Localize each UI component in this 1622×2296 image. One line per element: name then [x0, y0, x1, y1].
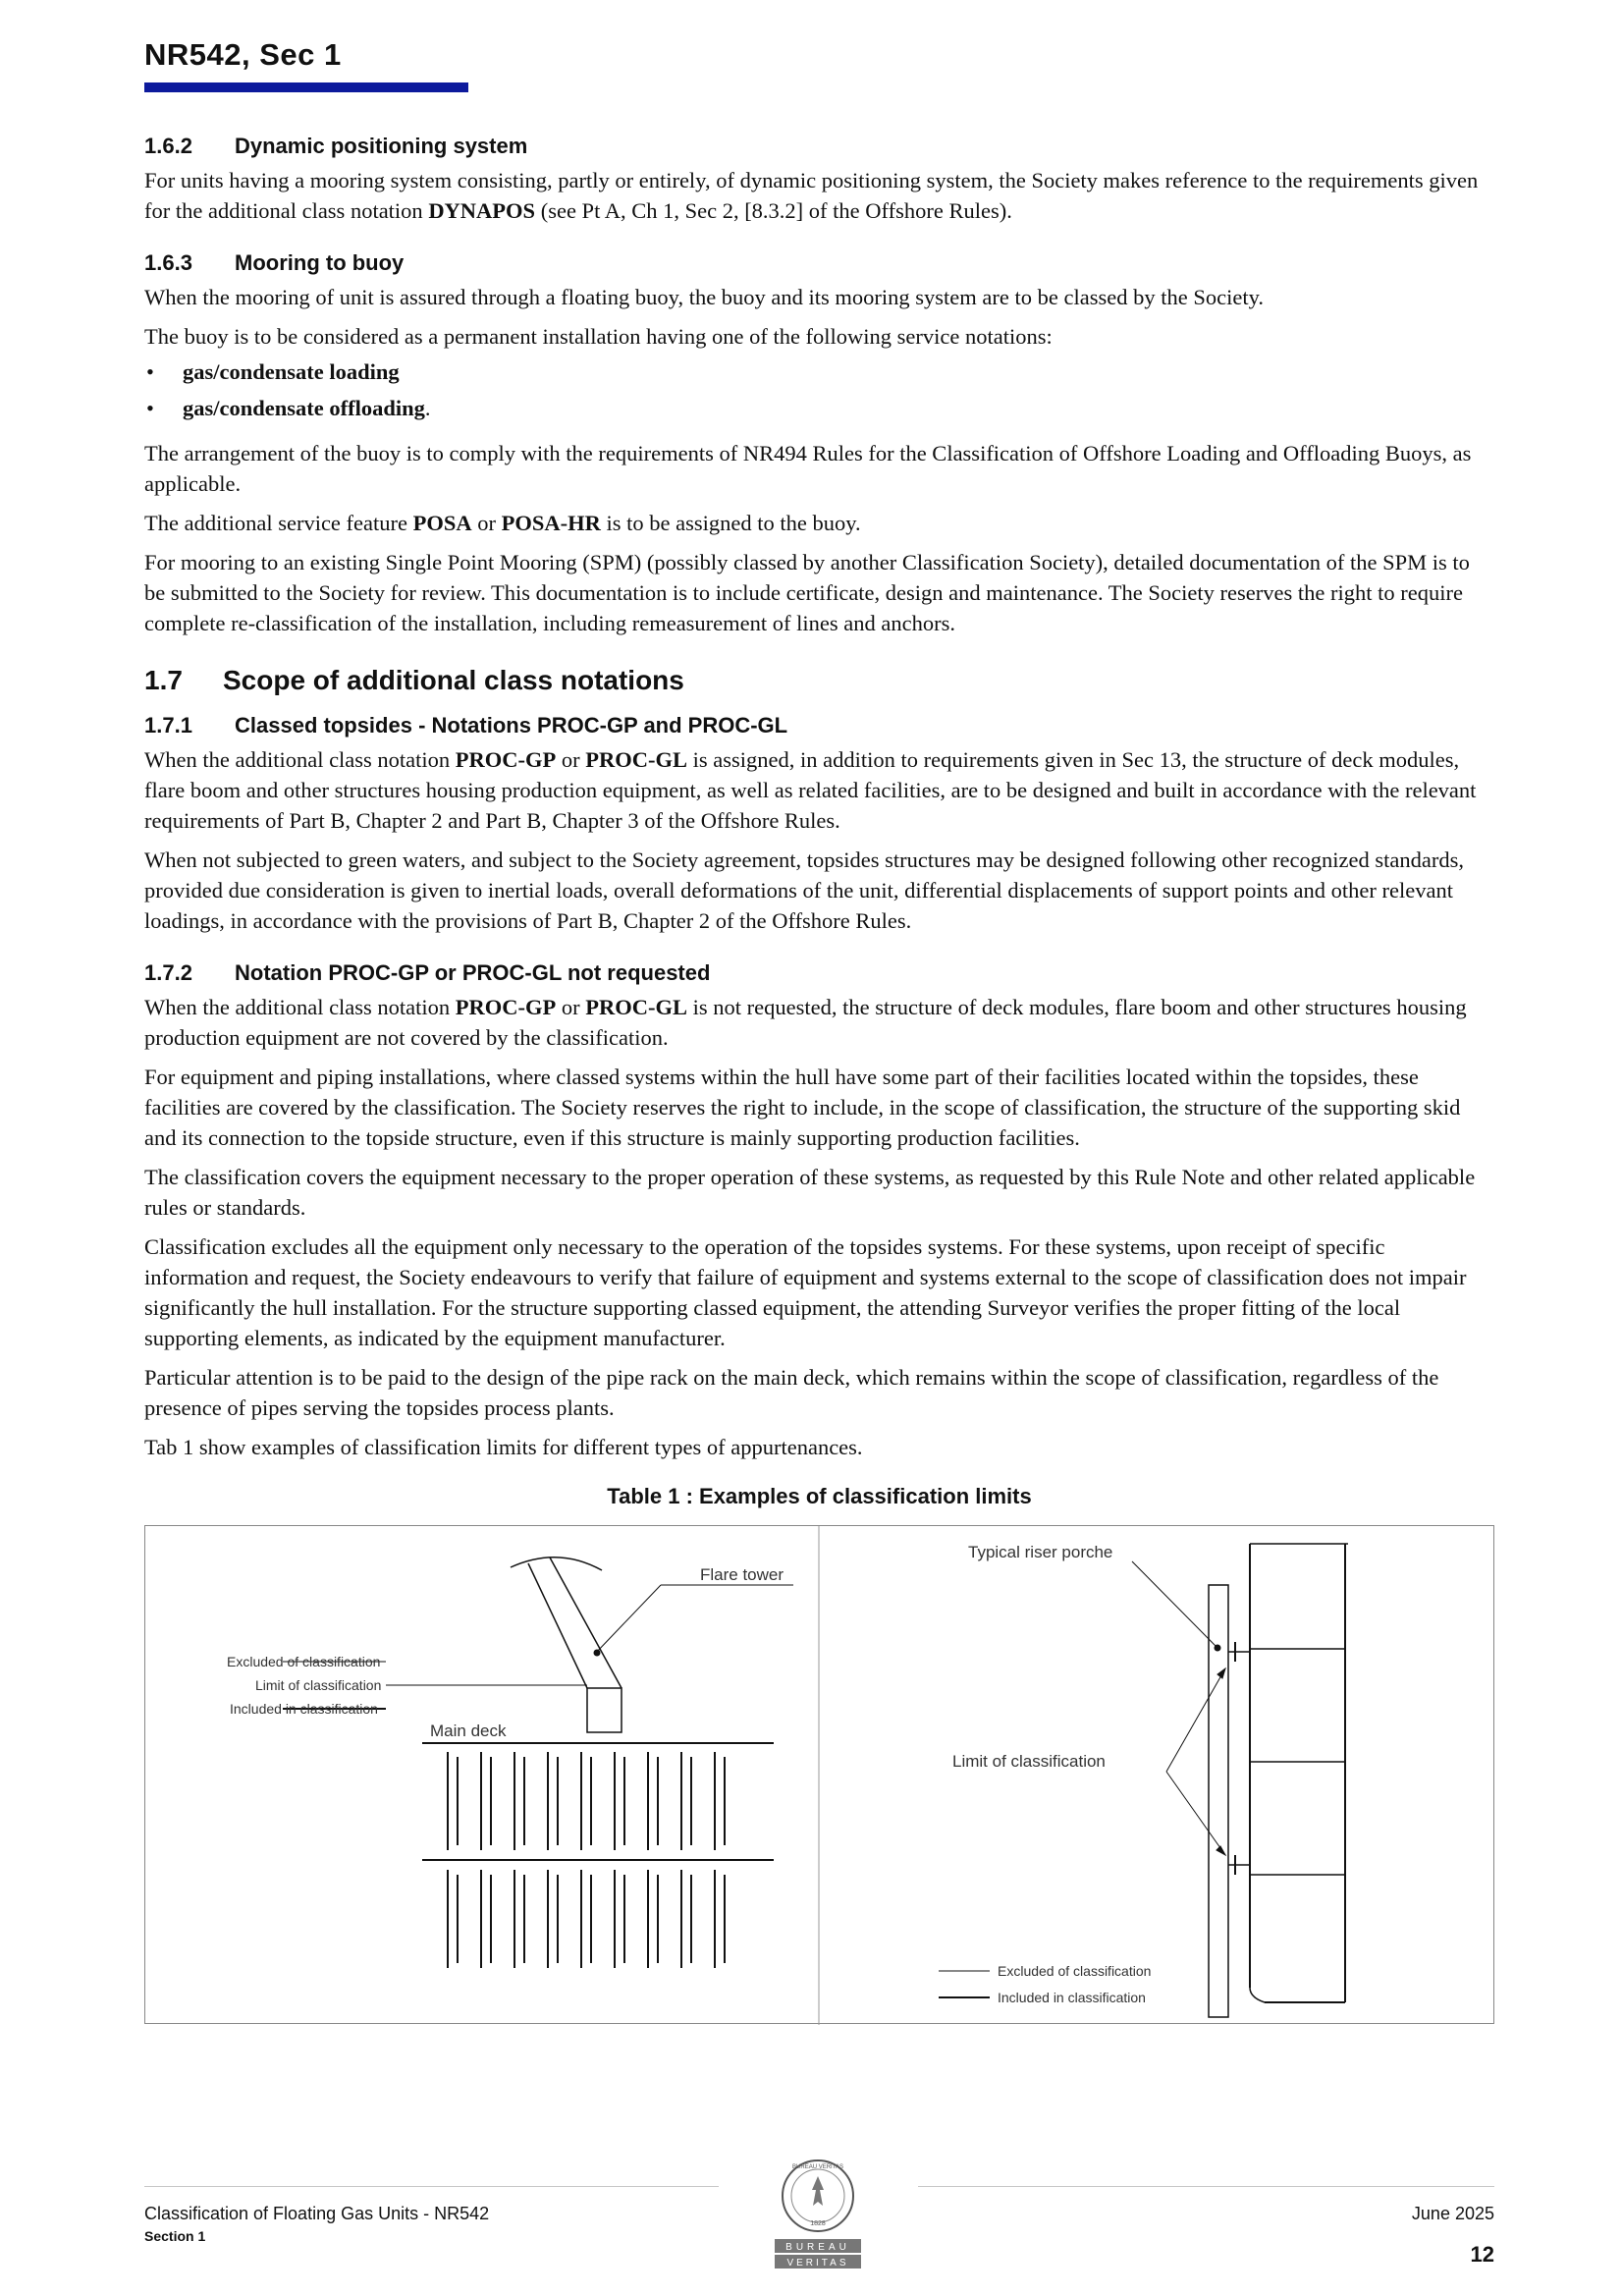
paragraph: When the mooring of unit is assured through a floating buoy, the buoy and its mooring system are to be classed by the Society.	[144, 285, 1264, 309]
heading-1-7-1	[144, 711, 1494, 740]
bureau-veritas-logo	[771, 2157, 865, 2272]
main-content	[144, 132, 1494, 2024]
footer-section-label: Section 1	[144, 2228, 206, 2244]
text: gas/condensate offloading	[183, 396, 425, 420]
text: or	[556, 747, 586, 772]
text: gas/condensate loading	[183, 359, 400, 384]
riser-leader-line	[1132, 1561, 1216, 1646]
paragraph: The arrangement of the buoy is to comply with the requirements of NR494 Rules for the Classification of Offshore Loading and Offloading Buoys, as applicable.	[144, 441, 1472, 496]
flare-tower-base	[587, 1688, 622, 1732]
notation-dynapos: DYNAPOS	[428, 198, 536, 223]
figure-drawing	[145, 1526, 1495, 2025]
heading-title: Scope of additional class notations	[223, 665, 684, 695]
label-flare-tower: Flare tower	[700, 1565, 784, 1584]
paragraph	[144, 992, 1494, 1053]
heading-title: Dynamic positioning system	[235, 134, 528, 158]
footer-date: June 2025	[1411, 2204, 1494, 2223]
table-caption: Table 1 : Examples of classification limits	[607, 1484, 1032, 1508]
heading-number: 1.7	[144, 665, 183, 695]
label-main-deck: Main deck	[430, 1722, 507, 1740]
text: The additional service feature	[144, 511, 413, 535]
classification-limits-figure	[144, 1525, 1494, 2024]
text: When the additional class notation	[144, 995, 456, 1019]
logo-word-2: VERITAS	[786, 2258, 849, 2269]
footer-document-title: Classification of Floating Gas Units - NR542	[144, 2204, 490, 2223]
text: or	[471, 511, 502, 535]
limit-leader-line	[1166, 1668, 1225, 1772]
paragraph: When not subjected to green waters, and subject to the Society agreement, topsides structures may be designed following other recognized standards, provided due consideration is given to inertial loads, overall deformations of the unit, differential displacements of support points and other relevant loadings, in accordance with the provisions of Part B, Chapter 2 of the Offshore Rules.	[144, 847, 1464, 933]
list-item	[144, 354, 1494, 390]
legend-included-label: Included in classification	[230, 1701, 378, 1717]
text: or	[556, 995, 586, 1019]
flare-leader-dot	[594, 1650, 600, 1656]
leader-arrowhead	[1216, 1846, 1225, 1855]
heading-number: 1.6.2	[144, 134, 192, 158]
notation-posa-hr: POSA-HR	[501, 511, 601, 535]
footer-rule-right	[918, 2186, 1494, 2187]
limit-leader-line	[1166, 1772, 1225, 1855]
notation-proc-gl: PROC-GL	[585, 747, 688, 772]
heading-number: 1.6.3	[144, 250, 192, 275]
paragraph: Tab 1 show examples of classification limits for different types of appurtenances.	[144, 1435, 863, 1459]
heading-1-7-2	[144, 958, 1494, 988]
heading-number: 1.7.1	[144, 713, 192, 738]
text: is assigned, in addition to requirements given in Sec 13, the structure of deck modules, flare boom and other structures housing production equipment, as well as related facilities, are to be designed and built in accordance with the relevant requirements of Part B, Chapter 2 and Part B, Chapter 3 of the Offshore Rules.	[144, 747, 1477, 833]
heading-title: Notation PROC-GP or PROC-GL not requested	[235, 960, 711, 985]
logo-seal-year: 1828	[810, 2220, 826, 2227]
document-section-title: NR542, Sec 1	[144, 37, 342, 72]
notation-proc-gp: PROC-GP	[455, 747, 557, 772]
pipe-rack-lower	[448, 1870, 725, 1968]
paragraph	[144, 508, 1494, 538]
bullet-list	[144, 354, 1494, 426]
notation-proc-gl: PROC-GL	[585, 995, 688, 1019]
paragraph: For equipment and piping installations, where classed systems within the hull have some part of their facilities located within the topsides, these facilities are covered by the classification. The Society reserves the right to include, in the scope of classification, the structure of the supporting skid and its connection to the topside structure, even if this structure is mainly supporting production facilities.	[144, 1065, 1461, 1150]
heading-1-7	[144, 664, 1494, 697]
notation-proc-gp: PROC-GP	[455, 995, 557, 1019]
text: .	[424, 396, 431, 420]
text: When the additional class notation	[144, 747, 456, 772]
heading-1-6-2	[144, 132, 1494, 161]
footer-rule-left	[144, 2186, 719, 2187]
list-item	[144, 390, 1494, 426]
heading-number: 1.7.2	[144, 960, 192, 985]
logo-word-1: BUREAU	[785, 2242, 850, 2253]
text: (see Pt A, Ch 1, Sec 2, [8.3.2] of the Offshore Rules).	[535, 198, 1012, 223]
paragraph: Classification excludes all the equipment only necessary to the operation of the topsides systems. For these systems, upon receipt of specific information and request, the Society endeavours to verify that failure of equipment and systems external to the scope of classification does not impair significantly the hull installation. For the structure supporting classed equipment, the attending Surveyor verifies the proper fitting of the local supporting elements, as indicated by the equipment manufacturer.	[144, 1234, 1467, 1350]
footer-document-info	[144, 2204, 489, 2244]
paragraph	[144, 744, 1494, 836]
pipe-rack-upper	[448, 1752, 725, 1850]
heading-title: Classed topsides - Notations PROC-GP and PROC-GL	[235, 713, 788, 738]
label-limit-of-classification: Limit of classification	[952, 1752, 1106, 1771]
text: For units having a mooring system consisting, partly or entirely, of dynamic positioning system, the Society makes reference to the requirements given for the additional class notation	[144, 168, 1479, 223]
text: is to be assigned to the buoy.	[600, 511, 861, 535]
heading-1-6-3	[144, 248, 1494, 278]
paragraph: For mooring to an existing Single Point Mooring (SPM) (possibly classed by another Classification Society), detailed documentation of the SPM is to be submitted to the Society for review. This documentation is to include certificate, design and maintenance. The Society reserves the right to require complete re-classification of the installation, including remeasurement of lines and anchors.	[144, 550, 1470, 635]
page-number: 12	[1470, 2242, 1494, 2267]
logo-seal-text: BUREAU VERITAS	[792, 2164, 843, 2170]
notation-posa: POSA	[412, 511, 472, 535]
header-accent-bar	[144, 82, 468, 92]
paragraph: The buoy is to be considered as a permanent installation having one of the following service notations:	[144, 324, 1053, 349]
page-header	[144, 37, 342, 73]
legend-included-label: Included in classification	[998, 1990, 1146, 2005]
paragraph: The classification covers the equipment necessary to the proper operation of these systems, as requested by this Rule Note and other related applicable rules or standards.	[144, 1165, 1476, 1220]
hull-bilge	[1250, 1988, 1265, 2002]
legend-excluded-label: Excluded of classification	[998, 1963, 1152, 1979]
legend-excluded-label: Excluded of classification	[227, 1654, 381, 1669]
flare-boom-line	[550, 1558, 622, 1688]
text: is not requested, the structure of deck modules, flare boom and other structures housing production equipment are not covered by the classification.	[144, 995, 1467, 1050]
right-panel-riser-porche	[939, 1544, 1348, 2017]
heading-title: Mooring to buoy	[235, 250, 405, 275]
leader-arrowhead	[1217, 1668, 1225, 1678]
flare-boom-line	[528, 1563, 587, 1688]
flare-leader-line	[595, 1585, 661, 1654]
label-typical-riser-porche: Typical riser porche	[968, 1543, 1113, 1561]
riser-leader-dot	[1215, 1645, 1220, 1651]
paragraph	[144, 165, 1494, 226]
paragraph: Particular attention is to be paid to the design of the pipe rack on the main deck, which remains within the scope of classification, regardless of the presence of pipes serving the topsides process plants.	[144, 1365, 1439, 1420]
legend-limit-label: Limit of classification	[255, 1677, 382, 1693]
